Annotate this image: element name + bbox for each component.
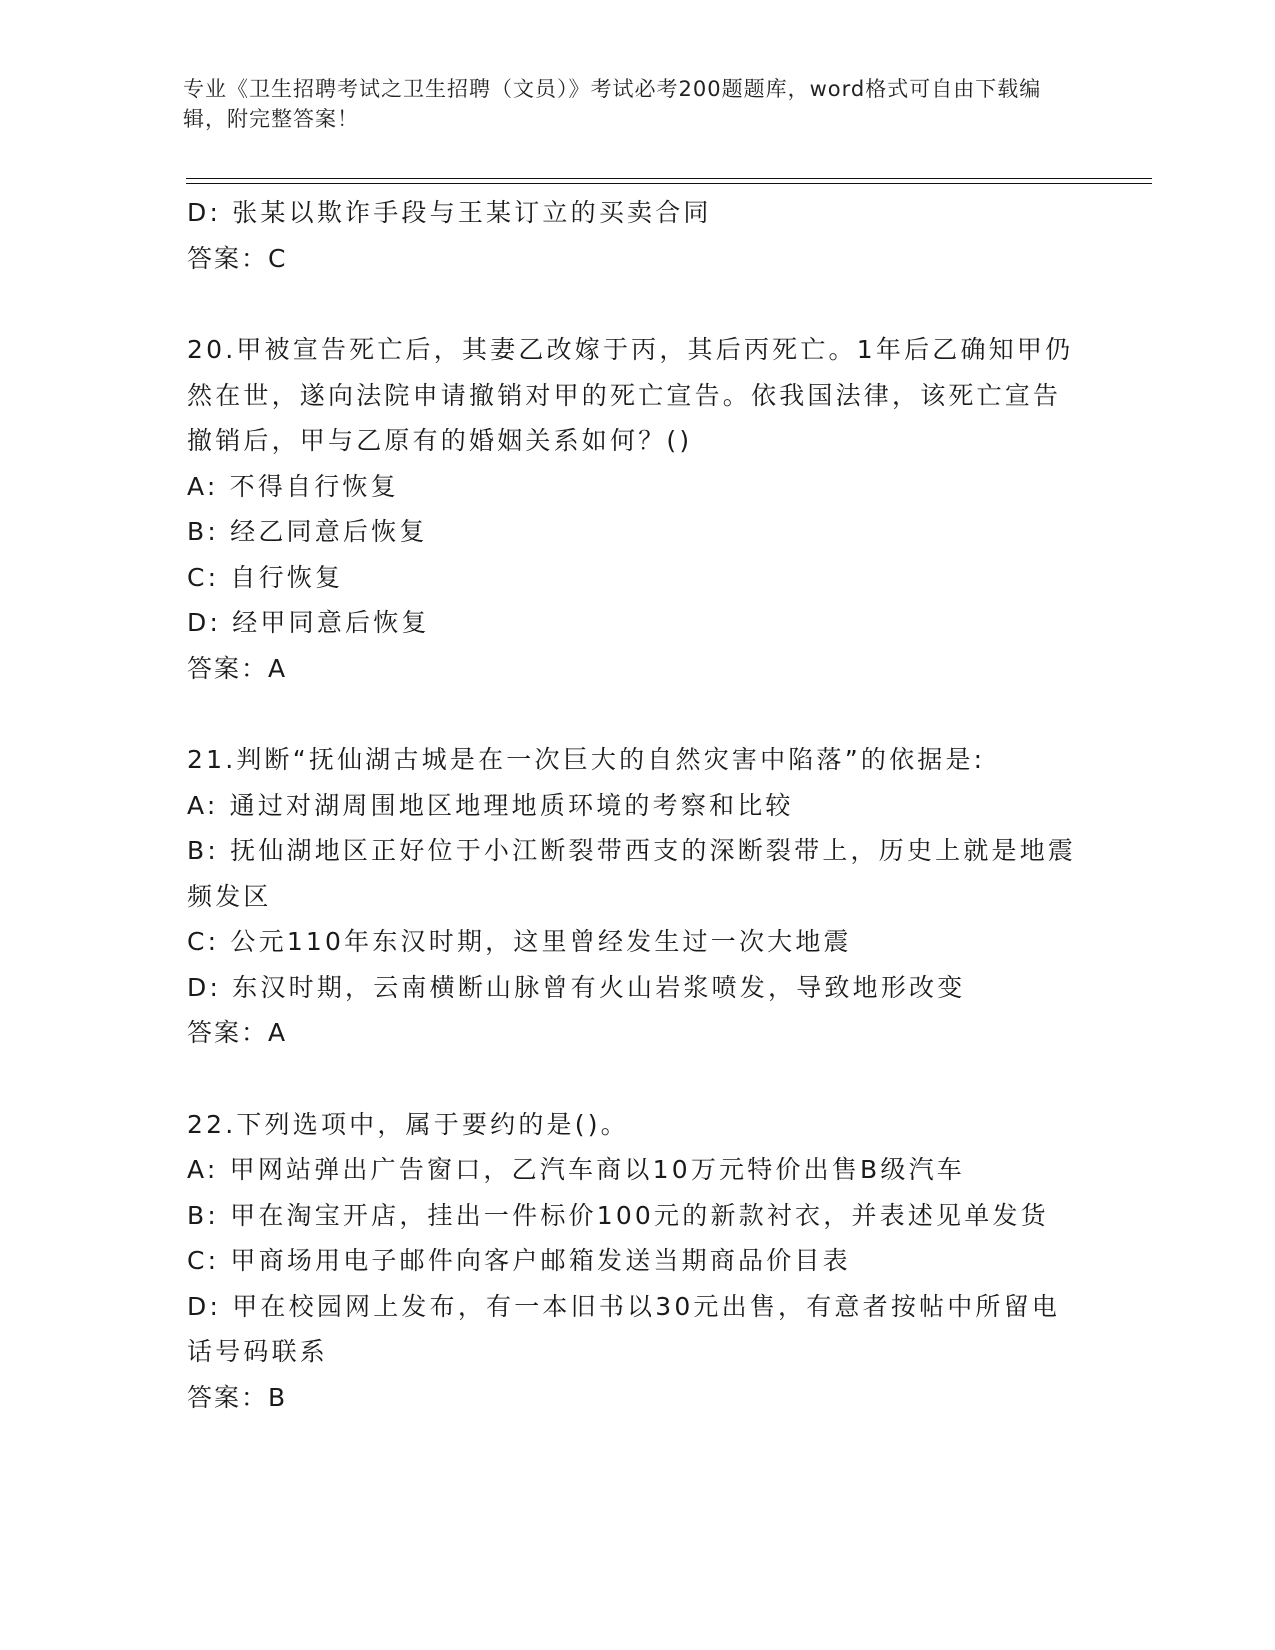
answer-line: 答案：A — [187, 653, 288, 683]
option-d: D: 东汉时期，云南横断山脉曾有火山岩浆喷发，导致地形改变 — [187, 972, 966, 1002]
document-body — [187, 190, 1087, 1420]
answer-line: 答案：C — [187, 243, 288, 273]
option-a: A: 甲网站弹出广告窗口，乙汽车商以10万元特价出售B级汽车 — [187, 1155, 965, 1184]
option-b: B: 抚仙湖地区正好位于小江断裂带西支的深断裂带上，历史上就是地震频发区 — [187, 836, 1077, 911]
option-c: C: 公元110年东汉时期，这里曾经发生过一次大地震 — [187, 927, 852, 956]
block-spacer — [187, 281, 1087, 327]
option-d: D: 甲在校园网上发布，有一本旧书以30元出售，有意者按帖中所留电话号码联系 — [187, 1291, 1061, 1366]
question-block-19 — [187, 190, 1087, 281]
option-c: C: 甲商场用电子邮件向客户邮箱发送当期商品价目表 — [187, 1246, 851, 1275]
question-text: 21.判断“抚仙湖古城是在一次巨大的自然灾害中陷落”的依据是: — [187, 745, 986, 774]
option-a: A: 不得自行恢复 — [187, 471, 399, 501]
option-b: B: 经乙同意后恢复 — [187, 517, 428, 546]
question-text: 22.下列选项中，属于要约的是()。 — [187, 1109, 629, 1139]
question-block-22 — [187, 1102, 1087, 1421]
question-block-20 — [187, 327, 1087, 691]
block-spacer — [187, 1056, 1087, 1102]
question-block-21 — [187, 737, 1087, 1056]
option-a: A: 通过对湖周围地区地理地质环境的考察和比较 — [187, 790, 794, 820]
answer-line: 答案：A — [187, 1018, 288, 1047]
header-rule-bottom — [186, 183, 1152, 184]
option-d: D: 张某以欺诈手段与王某订立的买卖合同 — [187, 198, 712, 227]
option-d: D: 经甲同意后恢复 — [187, 608, 430, 637]
document-header: 专业《卫生招聘考试之卫生招聘（文员）》考试必考200题题库，word格式可自由下载编辑，附完整答案！ — [183, 77, 1042, 131]
header-rule-top — [186, 178, 1152, 179]
option-b: B: 甲在淘宝开店，挂出一件标价100元的新款衬衣，并表述见单发货 — [187, 1200, 1049, 1230]
question-text: 20.甲被宣告死亡后，其妻乙改嫁于丙，其后丙死亡。1年后乙确知甲仍然在世，遂向法院申请撤销对甲的死亡宣告。依我国法律，该死亡宣告撤销后，甲与乙原有的婚姻关系如何？() — [187, 335, 1074, 455]
option-c: C: 自行恢复 — [187, 562, 344, 592]
answer-line: 答案：B — [187, 1382, 288, 1412]
block-spacer — [187, 691, 1087, 737]
